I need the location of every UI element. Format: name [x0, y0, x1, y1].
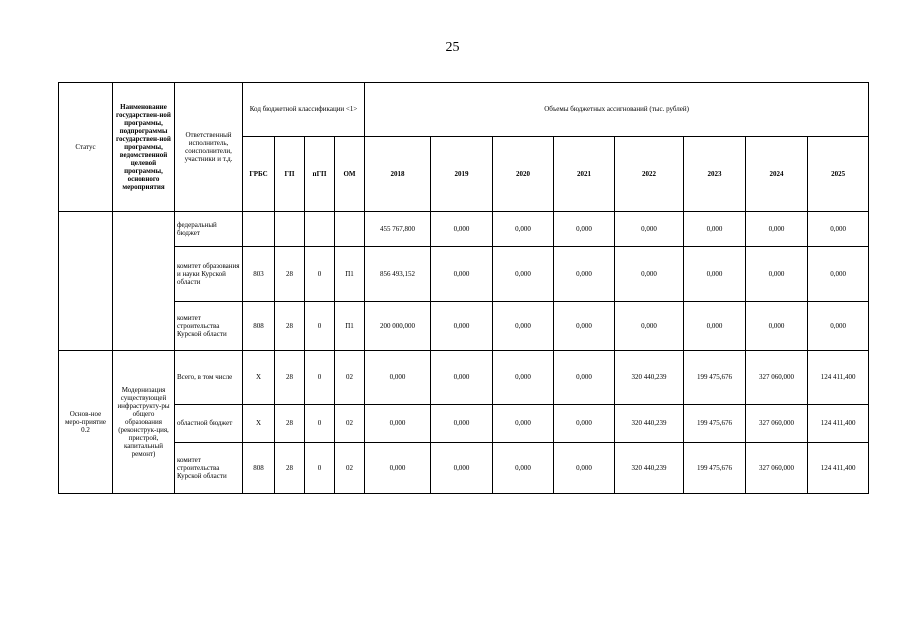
header-code-col: ОМ: [335, 137, 365, 212]
value-cell: 199 475,676: [684, 443, 746, 494]
value-cell: 320 440,239: [615, 443, 684, 494]
value-cell: 327 060,000: [746, 351, 808, 405]
page-number: 25: [445, 40, 460, 55]
value-cell: 199 475,676: [684, 351, 746, 405]
value-cell: 0,000: [365, 405, 431, 443]
value-cell: 0,000: [746, 247, 808, 302]
value-cell: 0,000: [746, 302, 808, 351]
value-cell: 0,000: [431, 247, 493, 302]
header-year: 2025: [808, 137, 869, 212]
gp-cell: [275, 212, 305, 247]
table-row: [59, 405, 869, 443]
header-year: 2018: [365, 137, 431, 212]
pgp-cell: 0: [305, 443, 335, 494]
header-allocations: Объемы бюджетных ассигнований (тыс. рублей): [365, 83, 869, 137]
value-cell: 0,000: [493, 247, 554, 302]
header-year: 2021: [554, 137, 615, 212]
header-year: 2023: [684, 137, 746, 212]
value-cell: 0,000: [808, 302, 869, 351]
value-cell: 0,000: [684, 302, 746, 351]
value-cell: 320 440,239: [615, 405, 684, 443]
gp-cell: 28: [275, 405, 305, 443]
value-cell: 0,000: [684, 247, 746, 302]
gp-cell: 28: [275, 351, 305, 405]
executor-cell: комитет образования и науки Курской области: [175, 247, 243, 302]
value-cell: 0,000: [684, 212, 746, 247]
grbs-cell: 808: [243, 302, 275, 351]
value-cell: 0,000: [493, 405, 554, 443]
budget-table: [58, 82, 869, 494]
value-cell: 455 767,800: [365, 212, 431, 247]
value-cell: 0,000: [493, 351, 554, 405]
executor-cell: Всего, в том числе: [175, 351, 243, 405]
header-code-col: пГП: [305, 137, 335, 212]
value-cell: 0,000: [554, 405, 615, 443]
value-cell: 0,000: [808, 247, 869, 302]
value-cell: 0,000: [554, 302, 615, 351]
value-cell: 0,000: [554, 247, 615, 302]
pgp-cell: 0: [305, 351, 335, 405]
value-cell: 0,000: [808, 212, 869, 247]
table-header: [59, 83, 869, 212]
executor-cell: федеральный бюджет: [175, 212, 243, 247]
value-cell: 0,000: [493, 302, 554, 351]
table-body: [59, 212, 869, 494]
value-cell: 0,000: [365, 443, 431, 494]
value-cell: 0,000: [493, 212, 554, 247]
pgp-cell: 0: [305, 302, 335, 351]
om-cell: 02: [335, 405, 365, 443]
header-status: Статус: [59, 83, 113, 212]
header-year: 2019: [431, 137, 493, 212]
header-program-name: Наименование государствен-ной программы, подпрограммы государствен-ной программы, ведомственной целевой программы, основного мероприятия: [113, 83, 175, 212]
value-cell: 320 440,239: [615, 351, 684, 405]
gp-cell: 28: [275, 443, 305, 494]
name-cell-empty: [113, 212, 175, 351]
om-cell: П1: [335, 247, 365, 302]
om-cell: 02: [335, 351, 365, 405]
value-cell: 0,000: [615, 247, 684, 302]
header-code-col: ГРБС: [243, 137, 275, 212]
status-cell-empty: [59, 212, 113, 351]
om-cell: [335, 212, 365, 247]
value-cell: 0,000: [431, 212, 493, 247]
status-cell: Основ-ное меро-приятие 0.2: [59, 351, 113, 494]
header-year: 2024: [746, 137, 808, 212]
value-cell: 0,000: [431, 405, 493, 443]
pgp-cell: 0: [305, 247, 335, 302]
header-year: 2020: [493, 137, 554, 212]
value-cell: 0,000: [431, 351, 493, 405]
value-cell: 0,000: [746, 212, 808, 247]
value-cell: 200 000,000: [365, 302, 431, 351]
header-budget-code: Код бюджетной классификации <1>: [243, 83, 365, 137]
pgp-cell: 0: [305, 405, 335, 443]
value-cell: 0,000: [615, 302, 684, 351]
value-cell: 327 060,000: [746, 443, 808, 494]
header-code-col: ГП: [275, 137, 305, 212]
value-cell: 124 411,400: [808, 405, 869, 443]
grbs-cell: 808: [243, 443, 275, 494]
om-cell: П1: [335, 302, 365, 351]
grbs-cell: 803: [243, 247, 275, 302]
value-cell: 0,000: [431, 302, 493, 351]
table-row: [59, 302, 869, 351]
value-cell: 327 060,000: [746, 405, 808, 443]
grbs-cell: Х: [243, 405, 275, 443]
executor-cell: комитет строительства Курской области: [175, 302, 243, 351]
value-cell: 0,000: [554, 443, 615, 494]
value-cell: 199 475,676: [684, 405, 746, 443]
value-cell: 124 411,400: [808, 443, 869, 494]
table-row: [59, 443, 869, 494]
value-cell: 0,000: [365, 351, 431, 405]
value-cell: 0,000: [554, 212, 615, 247]
executor-cell: комитет строительства Курской области: [175, 443, 243, 494]
value-cell: 0,000: [431, 443, 493, 494]
program-name-cell: Модернизация существующей инфраструкту-ры общего образования (реконструк-ция, пристрой, капитальный ремонт): [113, 351, 175, 494]
header-year: 2022: [615, 137, 684, 212]
value-cell: 0,000: [554, 351, 615, 405]
executor-cell: областной бюджет: [175, 405, 243, 443]
grbs-cell: [243, 212, 275, 247]
value-cell: 0,000: [493, 443, 554, 494]
gp-cell: 28: [275, 247, 305, 302]
gp-cell: 28: [275, 302, 305, 351]
table-row: [59, 351, 869, 405]
value-cell: 124 411,400: [808, 351, 869, 405]
pgp-cell: [305, 212, 335, 247]
value-cell: 856 493,152: [365, 247, 431, 302]
om-cell: 02: [335, 443, 365, 494]
value-cell: 0,000: [615, 212, 684, 247]
table-row: [59, 212, 869, 247]
table-row: [59, 247, 869, 302]
grbs-cell: Х: [243, 351, 275, 405]
header-executor: Ответственный исполнитель, соисполнители, участники и т.д.: [175, 83, 243, 212]
